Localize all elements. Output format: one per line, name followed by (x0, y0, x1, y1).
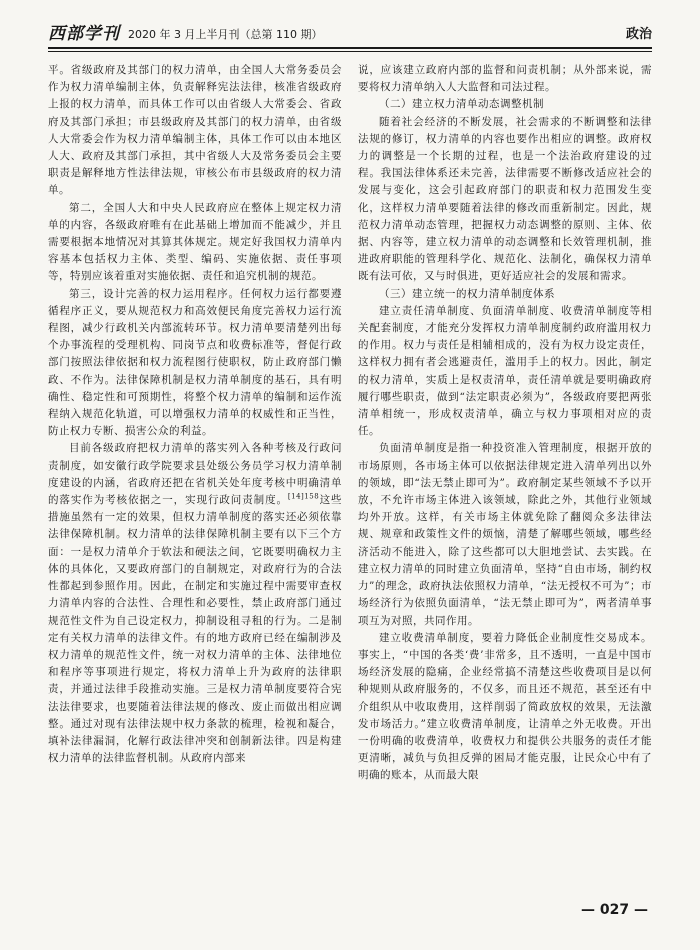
body-paragraph: 第二，全国人大和中央人民政府应在整体上规定权力清单的内容，各级政府唯有在此基础上增加而不能减少，并且需要根据本地情况对其算其体规定。规定好我国权力清单内容基本包括权力主体、类型、编码、实施依据、责任事项等，特别应该着重对实施依据、责任和追究机制的规范。 (48, 201, 342, 283)
body-paragraph: 建立责任清单制度、负面清单制度、收费清单制度等相关配套制度，才能充分发挥权力清单制度制约政府滥用权力的作用。权力与责任是相辅相成的，没有为权力设定责任，这样权力拥有者会逃避责任，滥用手上的权力。因此，制定的权力清单，实质上是权责清单，责任清单就是要明确政府履行哪些职责，做到“法定职责必须为”，各级政府要把两张清单相统一，形成权责清单，确立与权力事项相对应的责任。 (358, 304, 652, 438)
page-header (48, 18, 652, 44)
body-paragraph (48, 440, 342, 767)
journal-name: 西部学刊 (48, 24, 120, 44)
left-column (48, 62, 342, 890)
section-heading: （三）建立统一的权力清单制度体系 (379, 287, 555, 300)
issue-info: 2020 年 3 月上半月刊（总第 110 期） (128, 28, 323, 41)
right-column (358, 62, 652, 890)
section-heading: （二）建立权力清单动态调整机制 (379, 98, 544, 111)
body-paragraph: 建立收费清单制度，要着力降低企业制度性交易成本。事实上，“中国的各类‘费’非常多，且不透明，一直是中国市场经济发展的隐痛，企业经常搞不清楚这些收费项目是以何种规则从政府服务的，不仅多，而且还不规范，甚至还有中介组织从中收取费用，这样削弱了简政放权的效果，无法激发市场活力。”建立收费清单制度，让清单之外无收费。开出一份明确的收费清单，收费权力和提供公共服务的责任才能更清晰，减负与负担反弹的困局才能克服，让民众心中有了明确的账本，从而最大限 (358, 631, 652, 782)
paragraph-text: 目前各级政府把权力清单的落实列入各种考核及行政问责制度，如安徽行政学院要求县处级公务员学习权力清单制度建设的内涵，省政府还把在省机关处年度考核中明确清单的落实作为考核依据之一，实现行政问责制度。 (48, 442, 342, 507)
body-paragraph: 负面清单制度是指一种投资准入管理制度，根据开放的市场原则，各市场主体可以依据法律规定进入清单列出以外的领域，即“法无禁止即可为”。政府制定某些领域不予以开放，不允许市场主体进入该领域，除此之外，其他行业领域均外开放。这样，有关市场主体就免除了翻阅众多法律法规、规章和政策性文件的烦恼，清楚了解哪些领域，哪些经济活动不能进入，除了这些都可以大胆地尝试、去实践。在建立权力清单的同时建立负面清单，坚持“自由市场，制约权力”的理念，政府执法依照权力清单，“法无授权不可为”；市场经济行为依照负面清单，“法无禁止即可为”，两者清单事项互为对照，共同作用。 (358, 442, 652, 627)
article-body (48, 62, 652, 890)
body-paragraph: 第三，设计完善的权力运用程序。任何权力运行都要遵循程序正义，要从规范权力和高效便民角度完善权力运行流程图，减少行政机关内部流转环节。权力清单要清楚列出每个办事流程的受理机构、同岗节点和收费标准等，督促行政部门按照法律依据和权力流程图行使职权，防止政府部门懒政、不作为。法律保障机制是权力清单制度的基石，具有明确性、稳定性和可预期性，将整个权力清单的编制和运作流程纳入规范化轨道，可以增强权力清单的权威性和正当性，防止权力专断、损害公众的利益。 (48, 287, 342, 438)
body-paragraph: 平。省级政府及其部门的权力清单，由全国人大常务委员会作为权力清单编制主体，负责解释宪法法律，核准省级政府上报的权力清单，而具体工作可以由省级人大常委会、省政府及其部门承担；市县级政府及其部门的权力清单，由省级人大常委会作为权力清单编制主体，具体工作可以由本地区人大、政府及其部门承担，其中省级人大及常务委员会主要职责是解释地方性法律法规，审核公布市县级政府的权力清单。 (48, 64, 342, 197)
section-name: 政治 (625, 27, 652, 42)
body-paragraph: 随着社会经济的不断发展，社会需求的不断调整和法律法规的修订，权力清单的内容也要作出相应的调整。政府权力的调整是一个长期的过程，也是一个法治政府建设的过程。我国法律体系还未完善，法律需要不断修改适应社会的发展与变化，这会引起政府部门的职责和权力范围发生变化，这样权力清单要随着法律的修改而重新制定。因此，规范权力清单动态管理，把握权力动态调整的原则、主体、依据、内容等，建立权力清单的动态调整和长效管理机制，推进政府职能的管理科学化、规范化、法制化，确保权力清单既有法可依，又与时俱进，更好适应社会的发展和需求。 (358, 115, 652, 283)
header-rule (48, 47, 652, 49)
paragraph-text: 这些措施虽然有一定的效果，但权力清单制度的落实还必须依靠法律保障机制。权力清单的法律保障机制主要有以下三个方面：一是权力清单介于软法和硬法之间，它既要明确权力主体的具体化，又要政府部门的自制规定，对政府行为的合法性都起到参照作用。因此，在制定和实施过程中需要审查权力清单内容的合法性、合理性和必要性，禁止政府部门通过规范性文件为自己设定权力，抑制设租寻租的行为。二是制定有关权力清单的法律文件。有的地方政府已经在编制涉及权力清单的规范性文件，统一对权力清单的主体、法律地位和程序等事项进行规定，将权力清单上升为政府的法律职责，并通过法律手段推动实施。三是权力清单制度要符合宪法法律要求，也要随着法律法规的修改、废止而做出相应调整。通过对现有法律法规中权力条款的梳理，检视和凝合，填补法律漏洞，化解行政法律冲突和创制新法律。四是构建权力清单的法律监督机制。从政府内部来 (48, 494, 342, 765)
citation-marker: [14]158 (287, 492, 320, 501)
header-rule-thin (48, 51, 652, 52)
header-left (48, 19, 322, 44)
body-paragraph: 说，应该建立政府内部的监督和问责机制；从外部来说，需要将权力清单纳入人大监督和司法过程。 (358, 64, 652, 94)
page-number: — 027 — (581, 902, 648, 918)
